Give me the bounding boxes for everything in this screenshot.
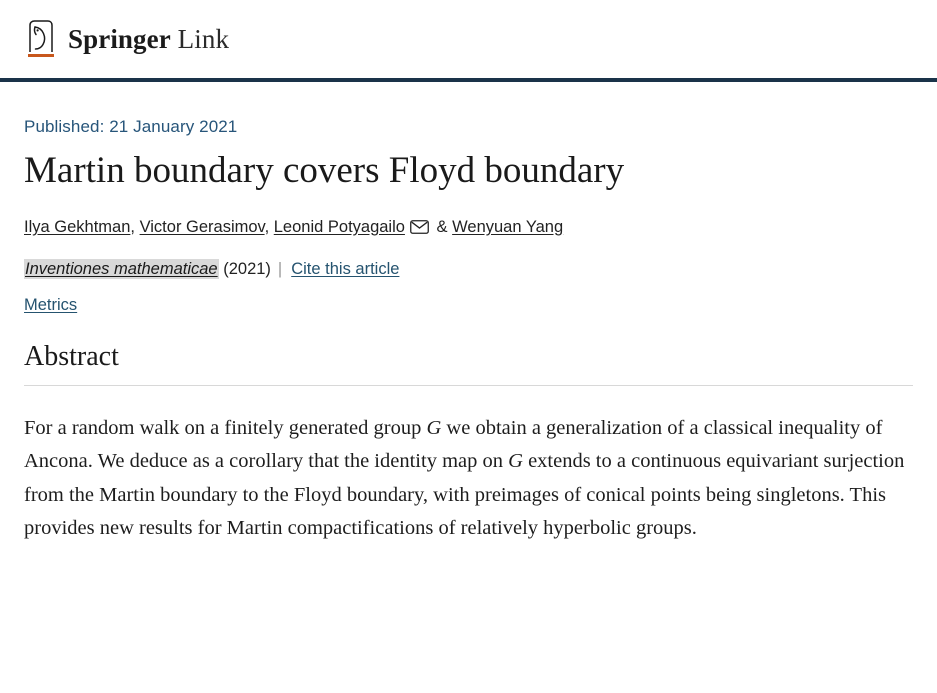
cite-this-article-link[interactable]: Cite this article (291, 260, 400, 279)
author-link-1[interactable]: Ilya Gekhtman (24, 217, 131, 236)
metrics-link[interactable]: Metrics (24, 296, 78, 315)
journal-name-link[interactable]: Inventiones mathematicae (25, 260, 218, 279)
author-conjunction: & (431, 217, 453, 236)
journal-citation (24, 257, 913, 282)
page-title: Martin boundary covers Floyd boundary (24, 150, 625, 191)
site-header (0, 0, 937, 78)
springer-horse-logo-icon (24, 18, 58, 60)
metrics-row (24, 296, 913, 315)
author-link-2[interactable]: Victor Gerasimov (139, 217, 265, 236)
envelope-icon[interactable] (410, 217, 429, 242)
abstract-segment-3: extends to a continuous equivariant surjection from the Martin boundary to the Floyd boundary, with preimages of conical points being singletons. This provides new results for Martin compactifications of relatively hyperbolic groups. (24, 450, 905, 539)
brand-springer: Springer (68, 23, 171, 54)
vertical-separator: | (277, 260, 283, 279)
abstract-heading: Abstract (24, 341, 119, 373)
abstract-segment-2: we obtain a generalization of a classical inequality of Ancona. We deduce as a corollary that the identity map on (24, 417, 883, 473)
author-separator-1: , (130, 217, 140, 236)
journal-year: (2021) (223, 260, 271, 279)
author-link-4[interactable]: Wenyuan Yang (452, 217, 564, 236)
brand-wordmark (68, 24, 229, 55)
author-link-3[interactable]: Leonid Potyagailo (273, 217, 405, 236)
springer-link-home-link[interactable] (24, 18, 229, 60)
abstract-segment-1: For a random walk on a finitely generated group (24, 417, 427, 440)
abstract-italic-g-2: G (508, 450, 523, 473)
author-separator-2: , (264, 217, 274, 236)
abstract-divider (24, 385, 913, 386)
abstract-italic-g-1: G (426, 417, 442, 440)
article-content (0, 82, 937, 545)
brand-link: Link (170, 23, 230, 54)
abstract-paragraph (24, 412, 913, 545)
publication-date: Published: 21 January 2021 (24, 117, 238, 136)
author-list (24, 215, 913, 242)
